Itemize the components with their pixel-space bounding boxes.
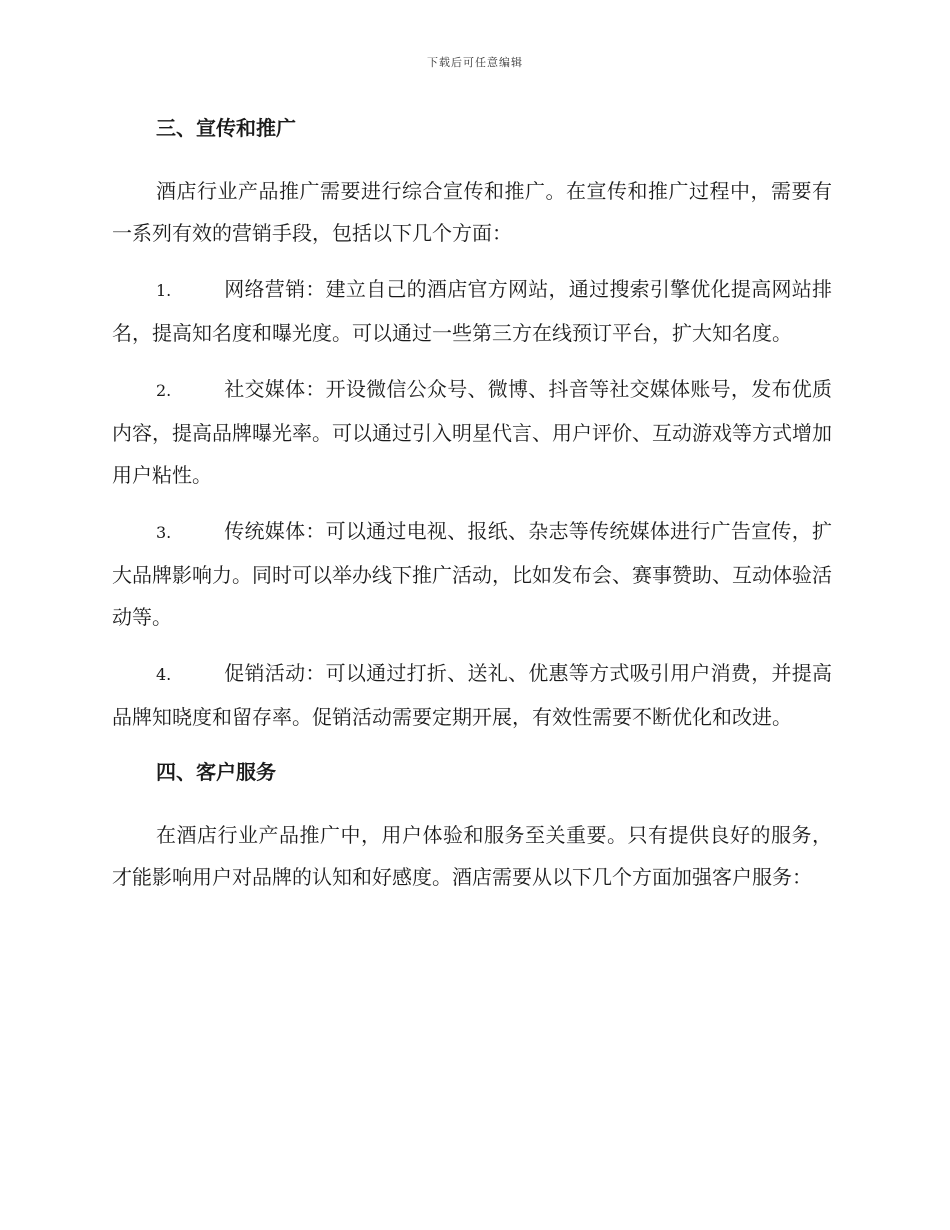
section-heading-promotion: 三、宣传和推广 <box>156 116 296 140</box>
list-item <box>112 510 832 638</box>
list-item <box>112 368 832 496</box>
list-item <box>112 268 832 354</box>
section-heading-customer-service: 四、客户服务 <box>156 760 276 784</box>
list-item <box>112 652 832 738</box>
list-item-number: 1. <box>156 281 172 300</box>
list-item-text: 网络营销：建立自己的酒店官方网站，通过搜索引擎优化提高网站排名，提高知名度和曝光度。可以通过一些第三方在线预订平台，扩大知名度。 <box>112 277 832 345</box>
list-item-text: 传统媒体：可以通过电视、报纸、杂志等传统媒体进行广告宣传，扩大品牌影响力。同时可以举办线下推广活动，比如发布会、赛事赞助、互动体验活动等。 <box>112 519 832 629</box>
list-item-number: 2. <box>156 381 172 400</box>
list-item-number: 3. <box>156 523 172 542</box>
header-note: 下载后可任意编辑 <box>427 56 523 69</box>
document-body <box>112 108 832 912</box>
section-intro-promotion: 酒店行业产品推广需要进行综合宣传和推广。在宣传和推广过程中，需要有一系列有效的营销手段，包括以下几个方面： <box>112 179 832 245</box>
list-item-number: 4. <box>156 665 172 684</box>
section-intro-customer-service: 在酒店行业产品推广中，用户体验和服务至关重要。只有提供良好的服务，才能影响用户对品牌的认知和好感度。酒店需要从以下几个方面加强客户服务： <box>112 823 832 889</box>
list-item-text: 促销活动：可以通过打折、送礼、优惠等方式吸引用户消费，并提高品牌知晓度和留存率。促销活动需要定期开展，有效性需要不断优化和改进。 <box>112 661 832 729</box>
list-item-text: 社交媒体：开设微信公众号、微博、抖音等社交媒体账号，发布优质内容，提高品牌曝光率。可以通过引入明星代言、用户评价、互动游戏等方式增加用户粘性。 <box>112 377 832 487</box>
